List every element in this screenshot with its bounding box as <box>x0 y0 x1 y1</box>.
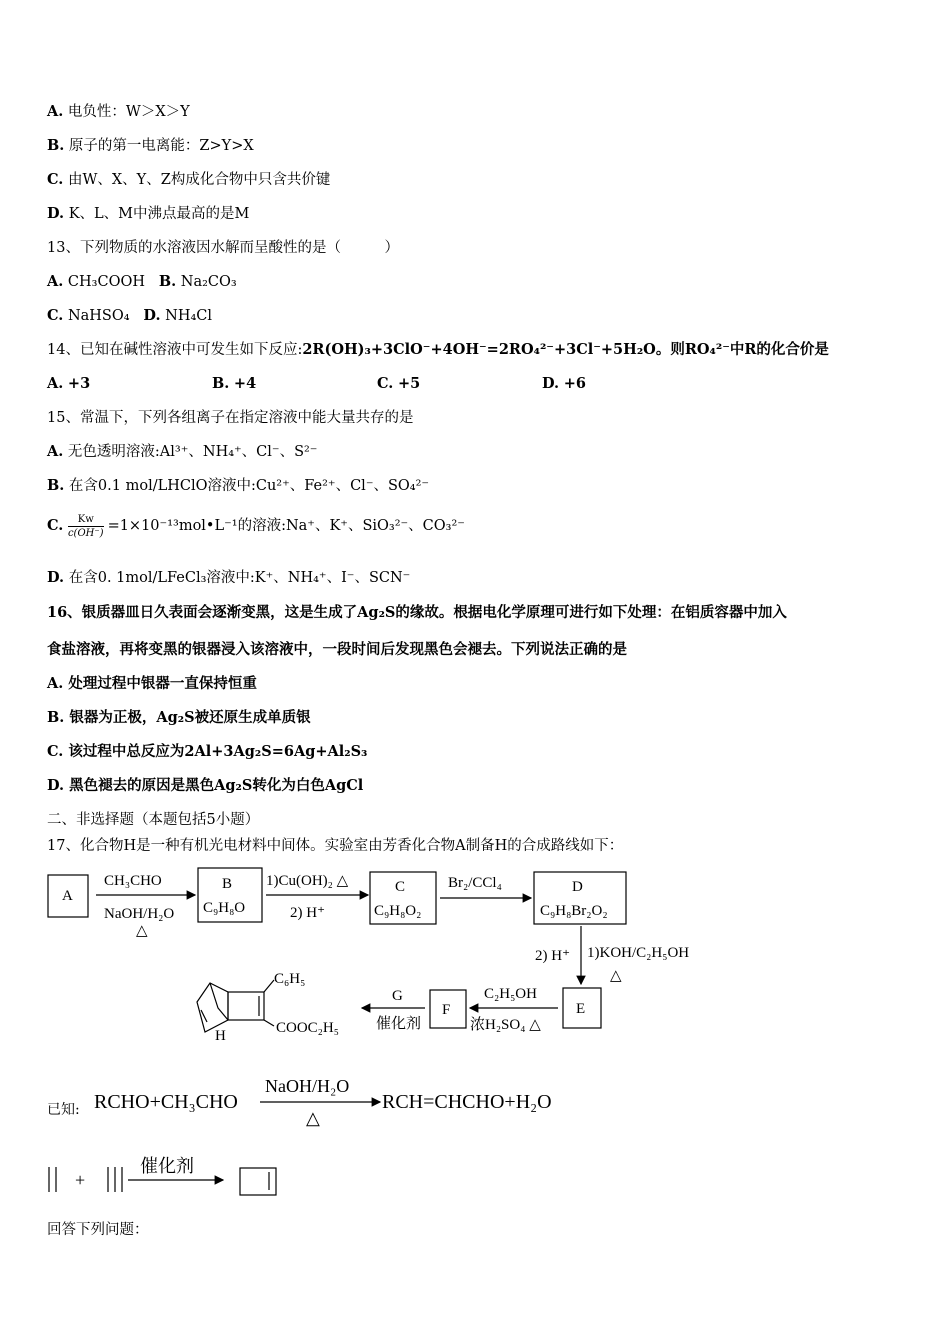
q16-stem-line1: 16、银质器皿日久表面会逐渐变黑，这是生成了Ag₂S的缘故。根据电化学原理可进行如下处理：在铝质容器中加入 <box>47 604 787 621</box>
option-text: 该过程中总反应为2Al+3Ag₂S=6Ag+Al₂S₃ <box>68 743 368 760</box>
known-heat: △ <box>306 1108 320 1128</box>
option-text: NH₄Cl <box>165 308 213 324</box>
q13-options-cd <box>47 306 212 326</box>
option-text: 在含0. 1mol/LFeCl₃溶液中:K⁺、NH₄⁺、I⁻、SCN⁻ <box>68 570 411 586</box>
compound-a-label: A <box>62 888 73 904</box>
q16-stem-line2: 食盐溶液，再将变黑的银器浸入该溶液中，一段时间后发现黑色会褪去。下列说法正确的是 <box>47 641 627 658</box>
known-reaction-2 <box>40 1150 300 1205</box>
q14-option-a <box>47 374 90 394</box>
q14-stem-suffix: 。则RO₄²⁻中R的化合价是 <box>655 341 829 358</box>
option-label: C. <box>47 743 64 760</box>
known-reaction-1 <box>90 1070 610 1130</box>
option-label: D. <box>47 569 65 586</box>
option-text: +3 <box>67 375 91 392</box>
compound-h-structure <box>197 980 274 1032</box>
known-label: 已知: <box>47 1102 80 1118</box>
option-text: 黑色褪去的原因是黑色Ag₂S转化为白色AgCl <box>69 777 364 794</box>
arrow-a-b-bottom: NaOH/H₂O <box>104 906 175 922</box>
option-text: 原子的第一电离能：Z>Y>X <box>68 138 254 154</box>
compound-h-label: H <box>215 1028 226 1044</box>
option-label: A. <box>47 675 64 692</box>
option-label: B. <box>47 137 65 154</box>
option-label: C. <box>47 171 64 188</box>
option-label: D. <box>47 777 65 794</box>
q16-option-b <box>47 708 311 728</box>
compound-b-formula: C₉H₈O <box>203 900 246 916</box>
compound-f-label: F <box>442 1002 451 1018</box>
heat-symbol: △ <box>610 968 622 984</box>
arrow-d-e-left: 2) H⁺ <box>535 948 570 964</box>
q16-option-d <box>47 776 363 796</box>
compound-h-sub2: COOC₂H₅ <box>276 1020 339 1036</box>
fraction <box>68 513 104 540</box>
option-label: B. <box>212 375 230 392</box>
synthesis-scheme <box>0 860 950 1060</box>
arrow-f-h-bottom: 催化剂 <box>376 1016 422 1032</box>
option-label: A. <box>47 273 64 290</box>
compound-c-label: C <box>395 879 406 895</box>
option-label: A. <box>47 443 64 460</box>
arrow-b-c-top: 1)Cu(OH)₂ △ <box>266 873 349 889</box>
arrow-d-e-right: 1)KOH/C₂H₅OH <box>587 945 690 961</box>
compound-h-sub1: C₆H₅ <box>274 971 306 987</box>
option-label: B. <box>47 709 65 726</box>
plus-sign: + <box>75 1170 86 1190</box>
q14-stem-prefix: 14、已知在碱性溶液中可发生如下反应: <box>47 342 303 358</box>
option-label: A. <box>47 375 64 392</box>
option-text: +6 <box>563 375 586 392</box>
answer-prompt: 回答下列问题： <box>47 1222 149 1238</box>
q13-options-ab <box>47 272 237 292</box>
q17-stem: 17、化合物H是一种有机光电材料中间体。实验室由芳香化合物A制备H的合成路线如下： <box>47 838 624 854</box>
option-text: 电负性：W＞X＞Y <box>67 104 190 120</box>
section-heading: 二、非选择题（本题包括5小题） <box>47 812 260 828</box>
arrow-e-f-top: C₂H₅OH <box>484 986 537 1002</box>
q12-option-a <box>47 102 190 122</box>
option-text: 由W、X、Y、Z构成化合物中只含共价键 <box>67 172 331 188</box>
arrow-c-d-top: Br₂/CCl₄ <box>448 875 502 891</box>
arrow-a-b-top: CH₃CHO <box>104 873 162 889</box>
q15-option-a <box>47 442 317 462</box>
arrow-f-h-top: G <box>392 988 403 1004</box>
option-label: D. <box>143 307 161 324</box>
option-label: B. <box>158 273 177 290</box>
option-text: Na₂CO₃ <box>180 274 237 290</box>
known-product: RCH=CHCHO+H₂O <box>382 1091 552 1113</box>
q14-option-c <box>377 374 420 394</box>
compound-b-label: B <box>222 876 233 892</box>
option-text: =1×10⁻¹³mol•L⁻¹的溶液:Na⁺、K⁺、SiO₃²⁻、CO₃²⁻ <box>107 518 465 534</box>
option-text: K、L、M中沸点最高的是M <box>68 206 250 222</box>
q13-stem: 13、下列物质的水溶液因水解而呈酸性的是（ ） <box>47 240 399 256</box>
option-label: C. <box>47 307 64 324</box>
q12-option-d <box>47 204 249 224</box>
q12-option-b <box>47 136 254 156</box>
compound-d-formula: C₉H₈Br₂O₂ <box>540 903 608 919</box>
q16-option-c <box>47 742 367 762</box>
option-text: +5 <box>397 375 421 392</box>
option-text: 处理过程中银器一直保持恒重 <box>68 675 257 692</box>
known-reactant: RCHO+CH₃CHO <box>94 1091 238 1113</box>
q15-stem: 15、常温下，下列各组离子在指定溶液中能大量共存的是 <box>47 410 414 426</box>
arrow-b-c-bottom: 2) H⁺ <box>290 905 325 921</box>
fraction-denominator: c(OH⁻) <box>67 527 104 539</box>
option-label: D. <box>47 205 65 222</box>
catalyst-label: 催化剂 <box>140 1156 194 1176</box>
option-text: 在含0.1 mol/LHClO溶液中:Cu²⁺、Fe²⁺、Cl⁻、SO₄²⁻ <box>68 478 430 494</box>
fraction-numerator: Kw <box>68 513 104 527</box>
q15-option-c <box>47 508 465 544</box>
arrow-e-f-bottom: 浓H₂SO₄ △ <box>470 1017 541 1033</box>
q16-option-a <box>47 674 257 694</box>
heat-symbol: △ <box>136 923 148 939</box>
compound-e-label: E <box>576 1001 586 1017</box>
option-label: C. <box>47 517 64 534</box>
option-text: CH₃COOH <box>67 274 145 290</box>
option-label: A. <box>47 103 64 120</box>
option-text: 无色透明溶液:Al³⁺、NH₄⁺、Cl⁻、S²⁻ <box>67 444 318 460</box>
q14-equation: 2R(OH)₃+3ClO⁻+4OH⁻=2RO₄²⁻+3Cl⁻+5H₂O <box>302 341 656 358</box>
option-text: 银器为正极，Ag₂S被还原生成单质银 <box>69 709 311 726</box>
option-label: C. <box>377 375 394 392</box>
q14-stem <box>47 340 829 360</box>
cyclobutene-icon <box>240 1168 276 1195</box>
compound-d-label: D <box>572 879 583 895</box>
known-conditions: NaOH/H₂O <box>265 1076 350 1096</box>
option-label: B. <box>47 477 65 494</box>
option-text: +4 <box>233 375 257 392</box>
compound-c-formula: C₉H₈O₂ <box>374 903 422 919</box>
q12-option-c <box>47 170 330 190</box>
q14-option-d <box>542 374 586 394</box>
option-text: NaHSO₄ <box>67 308 130 324</box>
q15-option-d <box>47 568 410 588</box>
q14-option-b <box>212 374 256 394</box>
option-label: D. <box>542 375 560 392</box>
q15-option-b <box>47 476 429 496</box>
